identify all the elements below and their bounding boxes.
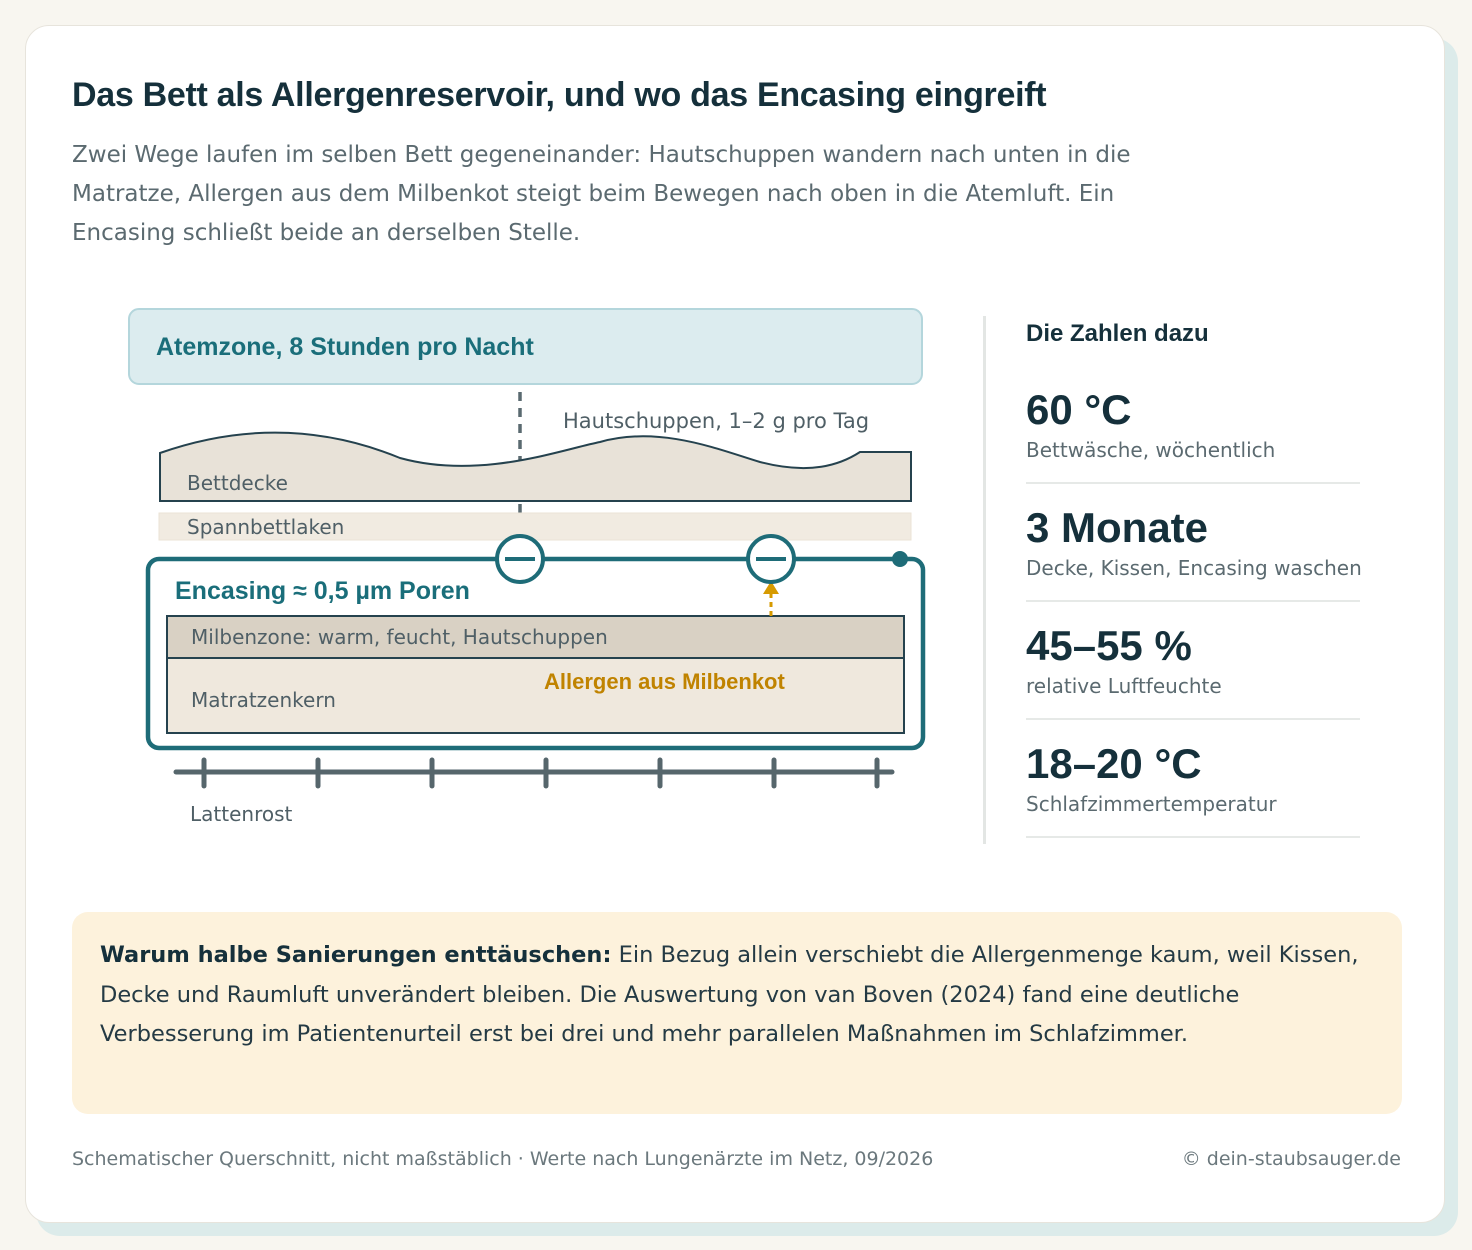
stat-value: 18–20 °C — [1026, 740, 1202, 787]
stats-heading: Die Zahlen dazu — [1026, 320, 1209, 347]
footer-copyright: © dein-staubsauger.de — [1181, 1148, 1401, 1170]
fitted-sheet-label: Spannbettlaken — [187, 515, 345, 539]
stats-divider — [983, 316, 986, 844]
stat-value: 3 Monate — [1026, 504, 1209, 551]
footer-source: Schematischer Querschnitt, nicht maßstäblich · Werte nach Lungenärzte im Netz, 09/2026 — [72, 1148, 934, 1170]
stat-label: Decke, Kissen, Encasing waschen — [1026, 556, 1362, 580]
stat-label: Schlafzimmertemperatur — [1026, 792, 1277, 816]
breathing-zone-label: Atemzone, 8 Stunden pro Nacht — [156, 333, 534, 361]
slatted-frame — [176, 760, 892, 786]
stats-list — [1026, 366, 1360, 838]
stat-item — [1026, 720, 1360, 838]
note-body: Ein Bezug allein verschiebt die Allergenmenge kaum, weil Kissen, Decke und Raumluft unverändert bleiben. Die Auswertung von van Boven (2024) fand eine deutliche Verbesserung im Patientenurteil erst bei drei und mehr parallelen Maßnahmen im Schlafzimmer. — [100, 942, 1359, 1047]
stat-value: 45–55 % — [1026, 622, 1192, 669]
stat-value: 60 °C — [1026, 386, 1132, 433]
page-lede: Zwei Wege laufen im selben Bett gegeneinander: Hautschuppen wandern nach unten in die Matratze, Allergen aus dem Milbenkot steigt beim Bewegen nach oben in die Atemluft. Ein Encasing schließt beide an derselben Stelle. — [72, 142, 1131, 246]
stat-item — [1026, 602, 1360, 720]
skin-flakes-label: Hautschuppen, 1–2 g pro Tag — [563, 409, 870, 433]
mite-allergen-label: Allergen aus Milbenkot — [544, 669, 785, 694]
encasing-label: Encasing ≈ 0,5 µm Poren — [175, 577, 470, 605]
mattress-core-label: Matratzenkern — [191, 688, 336, 712]
page-title: Das Bett als Allergenreservoir, und wo das Encasing eingreift — [72, 76, 1047, 114]
mite-zone-label: Milbenzone: warm, feucht, Hautschuppen — [191, 625, 608, 649]
encasing-zipper-dot — [892, 551, 908, 567]
note-box — [72, 912, 1402, 1114]
stat-item — [1026, 366, 1360, 484]
duvet-label: Bettdecke — [187, 471, 288, 495]
bed-cross-section-diagram — [120, 300, 940, 860]
stat-label: Bettwäsche, wöchentlich — [1026, 438, 1276, 462]
stat-item — [1026, 484, 1360, 602]
slatted-frame-label: Lattenrost — [190, 802, 293, 826]
note-text — [100, 936, 1374, 1055]
note-lead: Warum halbe Sanierungen enttäuschen: — [100, 942, 612, 968]
stat-label: relative Luftfeuchte — [1026, 674, 1222, 698]
